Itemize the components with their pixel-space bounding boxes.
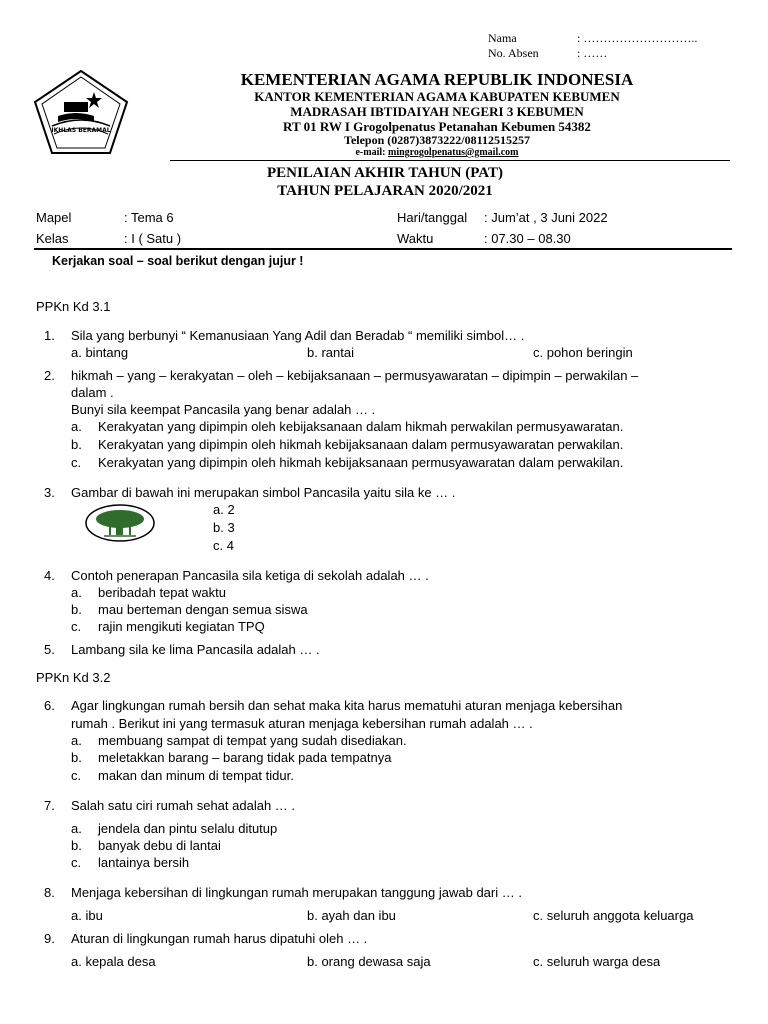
q8-option-c: c. seluruh anggota keluarga <box>533 908 694 923</box>
q3-option-b: b. 3 <box>213 520 235 535</box>
mapel-label: Mapel <box>36 210 72 225</box>
q2-line1: hikmah – yang – kerakyatan – oleh – kebijaksanaan – permusyawaratan – dipimpin – perwakilan – <box>71 368 639 383</box>
q6-number: 6. <box>44 698 55 713</box>
name-label: Nama <box>488 31 517 45</box>
q6-line2: rumah . Berikut ini yang termasuk aturan menjaga kebersihan rumah adalah … . <box>71 716 533 731</box>
q1-option-a: a. bintang <box>71 345 129 360</box>
q3-text: Gambar di bawah ini merupakan simbol Pancasila yaitu sila ke … . <box>71 485 456 500</box>
section-kd31: PPKn Kd 3.1 <box>36 299 111 314</box>
school-email: e-mail: mingrogolpenatus@gmail.com <box>355 147 519 158</box>
q4-option-a: beribadah tepat waktu <box>98 585 226 600</box>
q2-option-a-label: a. <box>71 419 82 434</box>
banyan-tree-icon <box>84 503 156 543</box>
q8-text: Menjaga kebersihan di lingkungan rumah merupakan tanggung jawab dari … . <box>71 885 522 900</box>
q3-option-c: c. 4 <box>213 538 234 553</box>
q4-option-b-label: b. <box>71 602 82 617</box>
meta-divider <box>34 248 732 250</box>
q4-option-b: mau berteman dengan semua siswa <box>98 602 308 617</box>
q2-option-b-label: b. <box>71 437 82 452</box>
q4-option-c-label: c. <box>71 619 82 634</box>
q8-option-a: a. ibu <box>71 908 103 923</box>
school-address: RT 01 RW I Grogolpenatus Petanahan Kebumen 54382 <box>283 119 591 134</box>
school-title: MADRASAH IBTIDAIYAH NEGERI 3 KEBUMEN <box>290 104 584 119</box>
q9-number: 9. <box>44 931 55 946</box>
q2-line3: Bunyi sila keempat Pancasila yang benar adalah … . <box>71 402 376 417</box>
kelas-value: : I ( Satu ) <box>124 231 182 246</box>
instruction-text: Kerjakan soal – soal berikut dengan jujur ! <box>52 254 304 268</box>
ministry-title: KEMENTERIAN AGAMA REPUBLIK INDONESIA <box>240 70 634 89</box>
q9-option-a: a. kepala desa <box>71 954 156 969</box>
exam-title: PENILAIAN AKHIR TAHUN (PAT) <box>267 165 503 181</box>
q1-text: Sila yang berbunyi “ Kemanusiaan Yang Adil dan Beradab “ memiliki simbol… . <box>71 328 525 343</box>
q3-option-a: a. 2 <box>213 502 235 517</box>
exam-year: TAHUN PELAJARAN 2020/2021 <box>277 183 493 199</box>
q5-text: Lambang sila ke lima Pancasila adalah … . <box>71 642 320 657</box>
mapel-value: : Tema 6 <box>124 210 174 225</box>
q7-option-a-label: a. <box>71 821 82 836</box>
q7-option-c-label: c. <box>71 855 82 870</box>
header-divider <box>170 160 730 161</box>
q4-number: 4. <box>44 568 55 583</box>
q6-option-c-label: c. <box>71 768 82 783</box>
name-value: : ……………………….. <box>577 31 698 45</box>
q7-option-c: lantainya bersih <box>98 855 190 870</box>
q1-number: 1. <box>44 328 55 343</box>
q6-line1: Agar lingkungan rumah bersih dan sehat maka kita harus mematuhi aturan menjaga kebersihan <box>71 698 623 713</box>
q6-option-b-label: b. <box>71 750 82 765</box>
q7-text: Salah satu ciri rumah sehat adalah … . <box>71 798 296 813</box>
q2-option-c: Kerakyatan yang dipimpin oleh hikmah kebijaksanaan permusyawaratan dalam perwakilan. <box>98 455 624 470</box>
absen-label: No. Absen <box>488 46 539 60</box>
q8-option-b: b. ayah dan ibu <box>307 908 396 923</box>
q8-number: 8. <box>44 885 55 900</box>
absen-value: : …… <box>577 46 608 60</box>
q2-option-a: Kerakyatan yang dipimpin oleh kebijaksanaan dalam hikmah perwakilan permusyawaratan. <box>98 419 624 434</box>
logo-text: IKHLAS BERAMAL <box>51 127 111 134</box>
q2-option-c-label: c. <box>71 455 82 470</box>
hari-value: : Jum’at , 3 Juni 2022 <box>484 210 608 225</box>
q6-option-c: makan dan minum di tempat tidur. <box>98 768 294 783</box>
q6-option-b: meletakkan barang – barang tidak pada tempatnya <box>98 750 392 765</box>
q4-option-c: rajin mengikuti kegiatan TPQ <box>98 619 265 634</box>
q3-number: 3. <box>44 485 55 500</box>
q7-option-a: jendela dan pintu selalu ditutup <box>98 821 278 836</box>
q2-option-b: Kerakyatan yang dipimpin oleh hikmah kebijaksanaan dalam permusyawaratan perwakilan. <box>98 437 624 452</box>
q2-line2: dalam . <box>71 385 114 400</box>
school-phone: Telepon (0287)3873222/08112515257 <box>344 133 530 147</box>
q5-number: 5. <box>44 642 55 657</box>
q1-option-c: c. pohon beringin <box>533 345 633 360</box>
q1-option-b: b. rantai <box>307 345 354 360</box>
waktu-label: Waktu <box>397 231 434 246</box>
kelas-label: Kelas <box>36 231 69 246</box>
section-kd32: PPKn Kd 3.2 <box>36 670 111 685</box>
q9-text: Aturan di lingkungan rumah harus dipatuhi oleh … . <box>71 931 368 946</box>
office-title: KANTOR KEMENTERIAN AGAMA KABUPATEN KEBUMEN <box>254 89 620 104</box>
q2-number: 2. <box>44 368 55 383</box>
q6-option-a: membuang sampat di tempat yang sudah disediakan. <box>98 733 407 748</box>
q9-option-b: b. orang dewasa saja <box>307 954 431 969</box>
q7-option-b: banyak debu di lantai <box>98 838 221 853</box>
waktu-value: : 07.30 – 08.30 <box>484 231 571 246</box>
q4-text: Contoh penerapan Pancasila sila ketiga di sekolah adalah … . <box>71 568 429 583</box>
q6-option-a-label: a. <box>71 733 82 748</box>
email-link[interactable]: mingrogolpenatus@gmail.com <box>387 147 519 158</box>
hari-label: Hari/tanggal <box>397 210 468 225</box>
q9-option-c: c. seluruh warga desa <box>533 954 661 969</box>
q7-number: 7. <box>44 798 55 813</box>
q4-option-a-label: a. <box>71 585 82 600</box>
q7-option-b-label: b. <box>71 838 82 853</box>
